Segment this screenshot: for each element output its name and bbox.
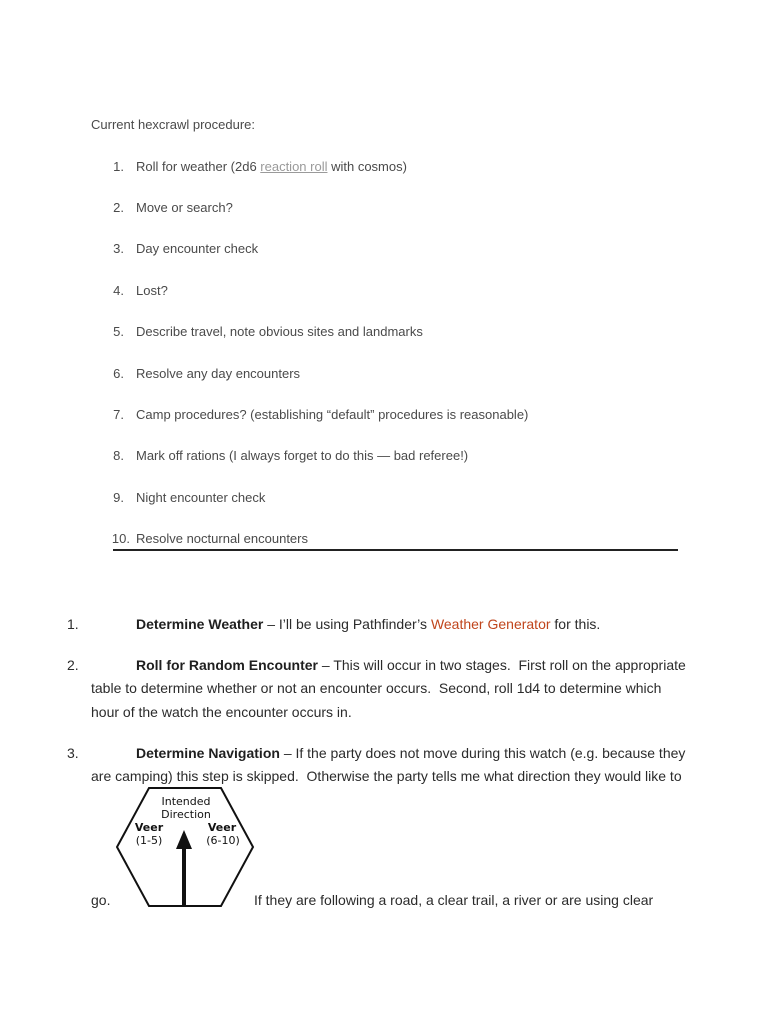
step-text-line: go. [91, 892, 111, 908]
veer-right-range: (6-10) [206, 834, 240, 847]
procedure-item-text: Day encounter check [136, 241, 259, 256]
step-text: – I’ll be using Pathfinder’s [263, 616, 431, 632]
reaction-roll-link[interactable]: reaction roll [260, 159, 328, 174]
step-text-line: are camping) this step is skipped. Otherwise the party tells me what direction they would like to [91, 768, 682, 784]
procedure-item-number: 8. [113, 448, 124, 463]
step-weather [136, 616, 600, 632]
procedure-item-text: Lost? [136, 283, 168, 298]
veer-direction-diagram [116, 786, 256, 908]
procedure-item-text: Camp procedures? (establishing “default” procedures is reasonable) [136, 407, 529, 422]
step-navigation [136, 745, 685, 761]
procedure-item-number: 1. [113, 159, 124, 174]
section-divider [113, 549, 678, 551]
procedure-item-text [136, 159, 407, 174]
step-text-line: hour of the watch the encounter occurs in. [91, 704, 352, 720]
step-number: 1. [67, 616, 79, 632]
procedure-item-number: 3. [113, 241, 124, 256]
procedure-item-number: 10. [111, 531, 130, 546]
step-title: Determine Weather [136, 616, 264, 632]
procedure-intro: Current hexcrawl procedure: [91, 117, 256, 132]
procedure-item-text: Mark off rations (I always forget to do this — bad referee!) [136, 448, 469, 463]
procedure-item-number: 4. [113, 283, 124, 298]
procedure-item-number: 7. [113, 407, 124, 422]
procedure-item-text-end: with cosmos) [327, 159, 407, 174]
step-title: Determine Navigation [136, 745, 280, 761]
procedure-item-number: 6. [113, 366, 124, 381]
step-number: 2. [67, 657, 79, 673]
procedure-item-text: Resolve nocturnal encounters [136, 531, 308, 546]
step-text: – This will occur in two stages. First roll on the appropriate [318, 657, 686, 673]
procedure-item-text: Describe travel, note obvious sites and landmarks [136, 324, 423, 339]
procedure-item-text: Move or search? [136, 200, 233, 215]
veer-right-label: Veer [207, 821, 237, 834]
procedure-item-number: 5. [113, 324, 124, 339]
direction-label: Direction [161, 808, 211, 821]
step-text-end: for this. [550, 616, 601, 632]
procedure-item-text: Night encounter check [136, 490, 266, 505]
procedure-item-text: Resolve any day encounters [136, 366, 301, 381]
weather-generator-link[interactable]: Weather Generator [430, 616, 551, 632]
step-title: Roll for Random Encounter [136, 657, 318, 673]
procedure-item-text-start: Roll for weather (2d6 [136, 159, 261, 174]
step-encounter [136, 657, 686, 673]
veer-left-range: (1-5) [135, 834, 163, 847]
veer-left-label: Veer [134, 821, 164, 834]
step-text-line: If they are following a road, a clear trail, a river or are using clear [254, 892, 654, 908]
intended-label: Intended [161, 795, 211, 808]
procedure-item-number: 2. [113, 200, 124, 215]
step-number: 3. [67, 745, 79, 761]
step-text: – If the party does not move during this watch (e.g. because they [279, 745, 686, 761]
procedure-item-number: 9. [113, 490, 124, 505]
step-text-line: table to determine whether or not an encounter occurs. Second, roll 1d4 to determine which [91, 680, 662, 696]
